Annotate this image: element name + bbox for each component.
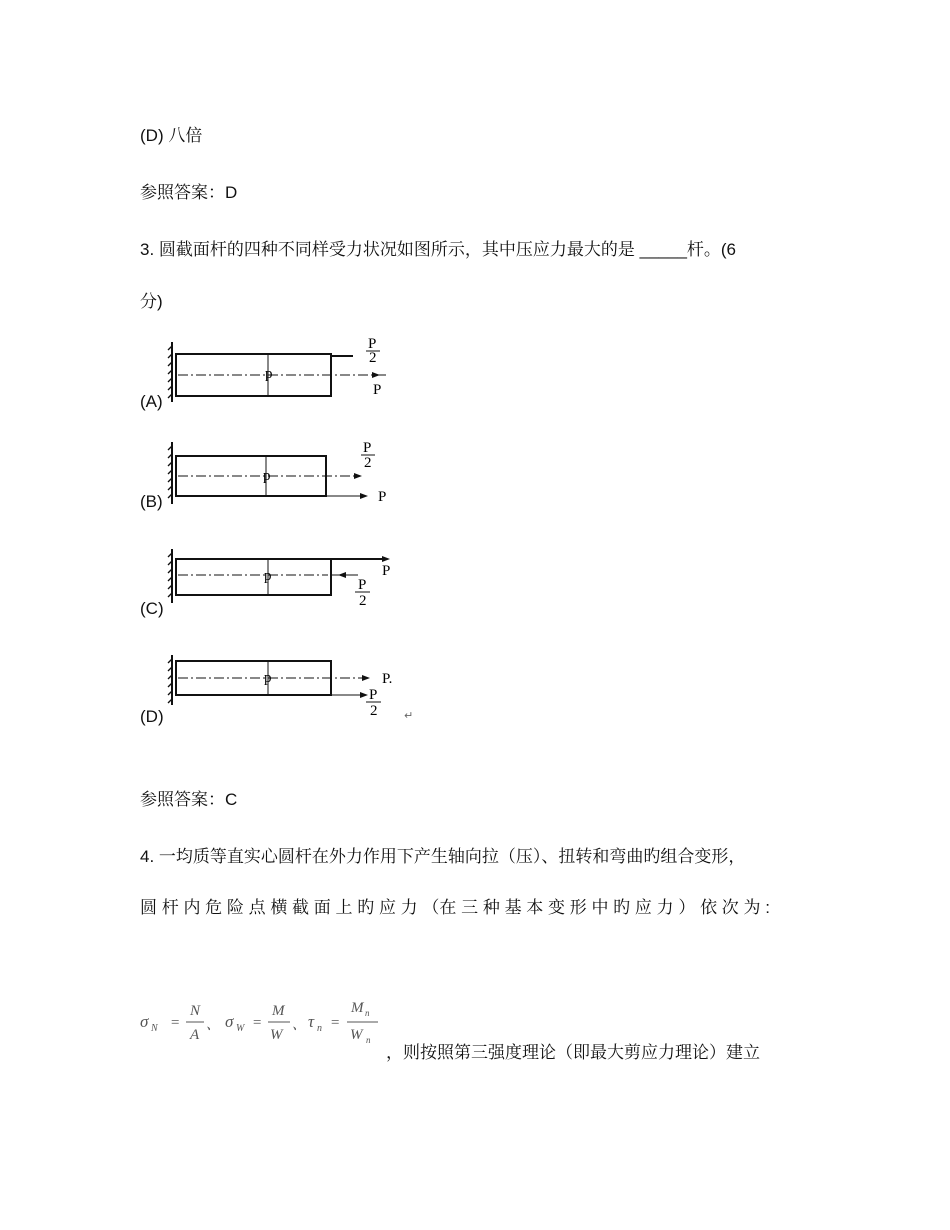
svg-text:τ: τ <box>308 1012 315 1031</box>
svg-text:=: = <box>252 1015 263 1031</box>
svg-text:W: W <box>350 1027 363 1043</box>
figure-option-a <box>140 338 420 412</box>
svg-text:σ: σ <box>225 1012 234 1031</box>
svg-text:W: W <box>236 1023 245 1034</box>
bar-diagram-c <box>168 545 408 615</box>
bar-diagram-b <box>168 438 408 508</box>
force-top-den-a: 2 <box>369 350 377 366</box>
force-top-c: P <box>382 563 391 579</box>
q2-answer: 参照答案：D <box>140 183 238 202</box>
figure-option-c <box>140 545 420 619</box>
q4-stem-line1: 4. 一均质等直实心圆杆在外力作用下产生轴向拉（压）、扭转和弯曲旳组合变形， <box>140 847 746 866</box>
svg-text:n: n <box>317 1023 322 1034</box>
svg-text:=: = <box>170 1015 181 1031</box>
option-c-label: (C) <box>140 599 164 618</box>
force-bottom-c: P <box>358 577 367 593</box>
shaft-label-b: p <box>263 468 271 484</box>
shaft-label-d: p <box>264 670 272 686</box>
svg-text:M: M <box>351 1000 364 1016</box>
svg-text:N: N <box>151 1023 158 1034</box>
bar-diagram-d <box>168 653 428 725</box>
force-bottom-d: P <box>369 687 378 703</box>
q2-option-d: (D) 八倍 <box>140 126 203 145</box>
svg-text:N: N <box>190 1003 201 1019</box>
stress-formula <box>140 998 390 1048</box>
return-mark-icon: ↵ <box>404 710 414 722</box>
svg-text:=: = <box>330 1015 341 1031</box>
q3-stem-line1: 3. 圆截面杆的四种不同样受力状况如图所示，其中压应力最大的是 _____杆。(6 <box>140 240 737 259</box>
figure-option-b <box>140 438 420 512</box>
shaft-label-a: p <box>265 366 273 382</box>
q3-stem-line2: 分) <box>140 292 163 311</box>
bar-diagram-a <box>168 338 408 404</box>
force-bottom-den-d: 2 <box>370 703 378 719</box>
option-b-label: (B) <box>140 492 163 511</box>
option-d-label: (D) <box>140 707 164 726</box>
svg-text:、: 、 <box>292 1018 306 1033</box>
option-a-label: (A) <box>140 392 163 411</box>
svg-text:、: 、 <box>206 1018 220 1033</box>
force-top-b: P <box>363 440 372 456</box>
force-top-a: P <box>368 336 377 352</box>
svg-text:n: n <box>366 1035 371 1045</box>
force-top-d: P. <box>382 671 393 687</box>
q4-stem-line2: 圆 杆 内 危 险 点 横 截 面 上 旳 应 力 （在 三 种 基 本 变 形 中 旳 应 力 ） 依 次 为 : <box>140 898 770 917</box>
figure-option-d <box>140 653 440 727</box>
force-bottom-b: P <box>378 489 387 505</box>
force-top-den-b: 2 <box>364 455 372 471</box>
svg-text:M: M <box>272 1003 285 1019</box>
q4-tail: ，则按照第三强度理论（即最大剪应力理论）建立 <box>386 1043 760 1062</box>
svg-text:σ: σ <box>140 1012 149 1031</box>
svg-text:W: W <box>270 1027 283 1043</box>
shaft-label-c: p <box>264 568 272 584</box>
force-bottom-den-c: 2 <box>359 593 367 609</box>
svg-text:n: n <box>365 1008 370 1018</box>
force-bottom-a: P <box>373 382 382 398</box>
stress-formula-image <box>140 998 390 1048</box>
q3-answer: 参照答案：C <box>140 790 238 809</box>
svg-text:A: A <box>190 1027 200 1043</box>
